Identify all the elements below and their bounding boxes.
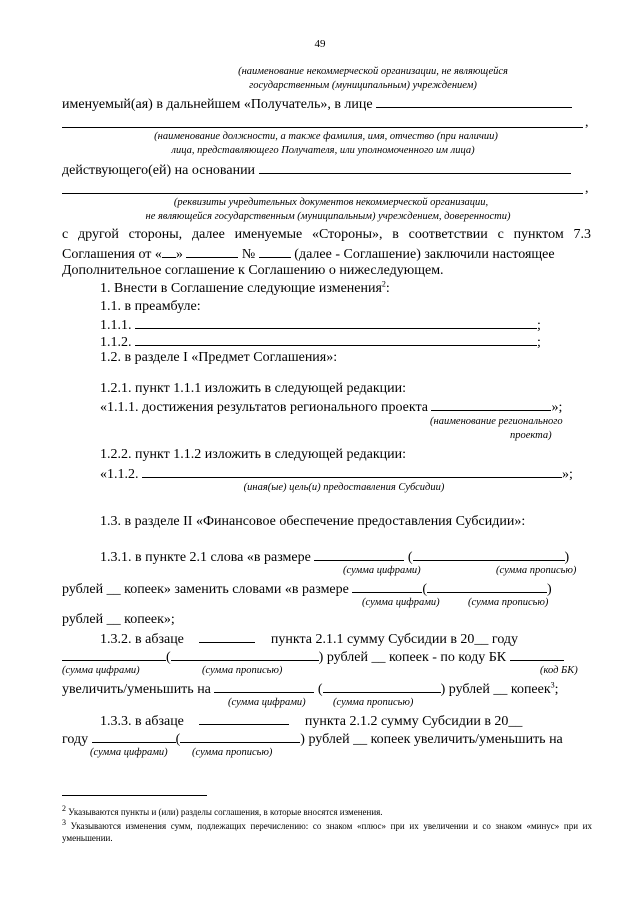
caption-organization-line1: (наименование некоммерческой организации, не являющейся	[238, 66, 508, 77]
paren-open: (	[175, 732, 181, 747]
item-1-1-2	[100, 333, 541, 351]
caption-requisites-line1: (реквизиты учредительных документов некоммерческой организации,	[173, 197, 489, 208]
caption-sum-words: (сумма прописью)	[496, 565, 577, 576]
item-1-1-1-field[interactable]	[135, 316, 537, 329]
old-sum-words-field[interactable]	[413, 548, 565, 561]
budget-code-field[interactable]	[510, 648, 564, 661]
acting-basis-field[interactable]	[259, 161, 571, 174]
caption-sum-words: (сумма прописью)	[468, 597, 549, 608]
paren-open: (	[422, 582, 428, 597]
caption-sum-digits: (сумма цифрами)	[343, 565, 421, 576]
number-sign: №	[241, 247, 256, 262]
acting-basis-text: действующего(ей) на основании	[62, 163, 256, 178]
old-sum-digits-field[interactable]	[314, 548, 404, 561]
paren-close: )	[564, 550, 570, 565]
item-1-3-2	[100, 630, 518, 648]
acting-basis-line	[62, 161, 571, 179]
intro-date-prefix: Соглашения от «	[62, 247, 162, 262]
item-1-2-1-quote	[100, 398, 562, 416]
caption-position-line2: лица, представляющего Получателя, или уполномоченного им лица)	[171, 145, 475, 156]
item-1-3-2-rest: пункта 2.1.1 сумму Субсидии в 20__ году	[270, 632, 519, 647]
item-1-3-3	[100, 712, 522, 730]
sum-words-field[interactable]	[171, 648, 319, 661]
comma: ,	[585, 115, 589, 130]
item-1-3-3-line2-text: рублей __ копеек увеличить/уменьшить на	[308, 732, 563, 747]
item-1-3-2-line3-text: увеличить/уменьшить на	[62, 682, 211, 697]
paragraph-number-field[interactable]	[199, 630, 255, 643]
paren-open: (	[166, 650, 171, 665]
intro-date-close: »	[175, 247, 183, 262]
footnote-3-mark: 3	[62, 818, 66, 827]
footnote-2-mark: 2	[62, 804, 66, 813]
caption-sum-digits: (сумма цифрами)	[228, 697, 306, 708]
item-1-3-1-line3: рублей __ копеек»;	[62, 612, 175, 627]
receiver-line	[62, 95, 572, 113]
paren-close: )	[440, 682, 446, 697]
section-1-2: 1.2. в разделе I «Предмет Соглашения»:	[100, 350, 338, 365]
caption-sum-digits: (сумма цифрами)	[90, 747, 168, 758]
item-1-3-3-rest: пункта 2.1.2 сумму Субсидии в 20__	[304, 714, 523, 729]
item-1-3-1	[100, 548, 569, 566]
item-1-3-1-text: 1.3.1. в пункте 2.1 слова «в размере	[100, 550, 311, 565]
item-1-3-2-text: 1.3.2. в абзаце	[100, 632, 184, 647]
item-1-3-1-line2	[62, 580, 552, 598]
paragraph-number-field[interactable]	[199, 712, 289, 725]
page-number: 49	[314, 38, 326, 50]
receiver-text: именуемый(ая) в дальнейшем «Получатель», в лице	[62, 97, 373, 112]
item-1-2-1: 1.2.1. пункт 1.1.1 изложить в следующей редакции:	[100, 381, 406, 396]
item-1-2-1-quote-text: «1.1.1. достижения результатов регионального проекта	[100, 400, 428, 415]
caption-position-line1: (наименование должности, а также фамилия, имя, отчество (при наличии)	[154, 131, 498, 142]
item-1-3-2-line2-text: рублей __ копеек - по коду БК	[326, 650, 507, 665]
footnote-separator	[62, 795, 207, 796]
item-1-3-3-line2	[62, 730, 563, 748]
other-goal-field[interactable]	[142, 465, 562, 478]
caption-sum-digits: (сумма цифрами)	[362, 597, 440, 608]
footnote-ref-2: 2	[381, 279, 386, 289]
item-1-3-2-line3	[62, 680, 559, 698]
item-1-3-2-line3-rest: рублей __ копеек	[448, 682, 551, 697]
sum-digits-field[interactable]	[62, 648, 166, 661]
caption-sum-words: (сумма прописью)	[202, 665, 283, 676]
caption-project-line2: проекта)	[510, 430, 552, 441]
caption-budget-code: (код БК)	[540, 665, 578, 676]
item-1-3-3-text: 1.3.3. в абзаце	[100, 714, 184, 729]
footnote-ref-3: 3	[550, 680, 555, 690]
intro-line2-rest: (далее - Соглашение) заключили настоящее	[294, 247, 555, 262]
paren-close: )	[300, 732, 305, 747]
intro-line3: Дополнительное соглашение к Соглашению о нижеследующем.	[62, 263, 444, 278]
item-1-3-3-year-word: году	[62, 732, 89, 747]
caption-sum-digits: (сумма цифрами)	[62, 665, 140, 676]
quote-end: »;	[551, 400, 563, 415]
caption-goal: (иная(ые) цель(и) предоставления Субсидии)	[243, 482, 445, 493]
caption-organization-line2: государственным (муниципальным) учреждением)	[249, 80, 477, 91]
footnote-2-text: Указываются пункты и (или) разделы соглашения, в которые вносятся изменения.	[68, 807, 383, 817]
paren-open: (	[407, 550, 413, 565]
item-1-1-1-label: 1.1.1.	[100, 318, 132, 333]
section-1-1: 1.1. в преамбуле:	[100, 299, 201, 314]
requisites-field[interactable]	[62, 193, 583, 194]
paren-close: )	[318, 650, 324, 665]
intro-line1: с другой стороны, далее именуемые «Стороны», в соответствии с пунктом 7.3	[62, 227, 591, 242]
section-1-heading	[100, 281, 390, 297]
semicolon: ;	[554, 682, 559, 697]
item-1-1-2-label: 1.1.2.	[100, 335, 132, 350]
item-1-1-2-field[interactable]	[135, 333, 537, 346]
section-1-text: 1. Внести в Соглашение следующие изменения	[100, 281, 382, 296]
colon: :	[385, 281, 390, 296]
paren-close: )	[547, 582, 552, 597]
semicolon: ;	[537, 318, 541, 333]
comma: ,	[585, 181, 589, 196]
item-1-2-2: 1.2.2. пункт 1.1.2 изложить в следующей редакции:	[100, 447, 406, 462]
item-1-2-2-quote	[100, 465, 573, 483]
sum-digits-field[interactable]	[92, 730, 176, 743]
agreement-number-field[interactable]	[259, 245, 291, 258]
sum-words-field[interactable]	[180, 730, 300, 743]
change-digits-field[interactable]	[214, 680, 314, 693]
regional-project-field[interactable]	[431, 398, 551, 411]
caption-requisites-line2: не являющейся государственным (муниципальным) учреждением, доверенности)	[145, 211, 511, 222]
item-1-3-2-line2	[62, 648, 564, 666]
caption-sum-words: (сумма прописью)	[333, 697, 414, 708]
agreement-month-field[interactable]	[186, 245, 238, 258]
item-1-2-2-quote-text: «1.1.2.	[100, 467, 139, 482]
footnote-3-text: Указываются изменения сумм, подлежащих перечислению: со знаком «плюс» при их увеличении и со знаком «минус» при их уменьшении.	[62, 821, 593, 843]
footnote-2	[62, 806, 592, 818]
intro-line2	[62, 245, 555, 263]
change-words-field[interactable]	[323, 680, 441, 693]
new-sum-digits-field[interactable]	[352, 580, 422, 593]
agreement-day-field[interactable]	[162, 245, 176, 258]
position-name-field[interactable]	[62, 127, 583, 128]
paren-open: (	[317, 682, 323, 697]
quote-end: »;	[562, 467, 573, 482]
semicolon: ;	[537, 335, 541, 350]
new-sum-words-field[interactable]	[427, 580, 547, 593]
item-1-3-1-line2-text: рублей __ копеек» заменить словами «в размере	[62, 582, 349, 597]
item-1-1-1	[100, 316, 541, 334]
footnote-3	[62, 820, 592, 844]
caption-project-line1: (наименование регионального	[430, 416, 563, 427]
section-1-3: 1.3. в разделе II «Финансовое обеспечение предоставления Субсидии»:	[100, 514, 526, 529]
caption-sum-words: (сумма прописью)	[192, 747, 273, 758]
representative-name-field[interactable]	[376, 95, 572, 108]
